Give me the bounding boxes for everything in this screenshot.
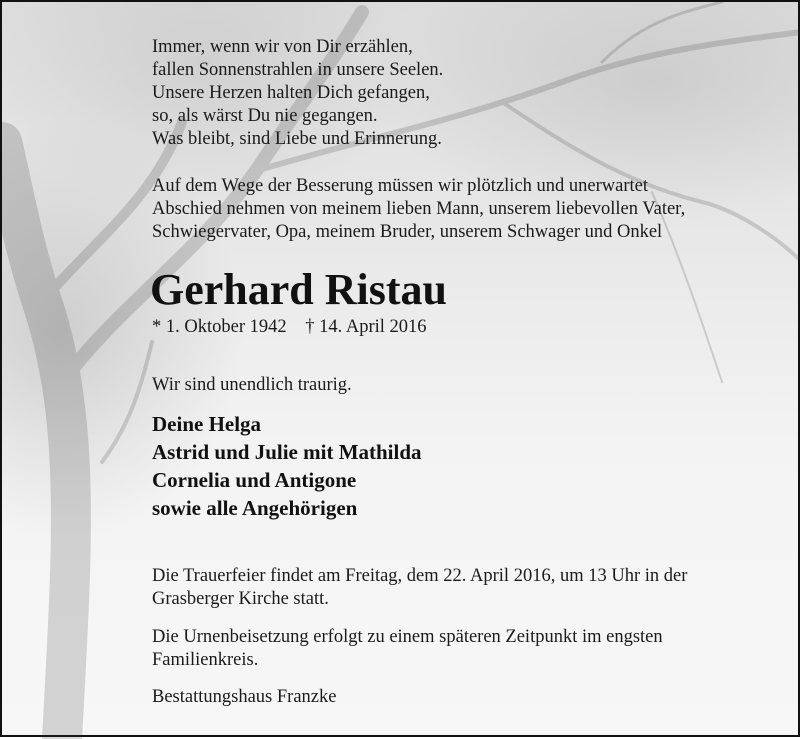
mourner: Astrid und Julie mit Mathilda <box>152 440 422 464</box>
life-dates <box>152 316 441 339</box>
poem-line: Was bleibt, sind Liebe und Erinnerung. <box>152 129 442 149</box>
intro-line: Abschied nehmen von meinem lieben Mann, unserem liebevollen Vater, <box>152 199 686 219</box>
poem-line: Unsere Herzen halten Dich gefangen, <box>152 83 430 103</box>
mourner: Deine Helga <box>152 412 262 436</box>
sadness-line: Wir sind unendlich traurig. <box>152 375 352 395</box>
mourner: Cornelia und Antigone <box>152 468 357 492</box>
mourners-list <box>152 410 422 522</box>
mourner: sowie alle Angehörigen <box>152 496 358 520</box>
undertaker: Bestattungshaus Franzke <box>152 687 337 707</box>
deceased-name: Gerhard Ristau <box>150 265 447 314</box>
urn-line: Die Urnenbeisetzung erfolgt zu einem späteren Zeitpunkt im engsten <box>152 627 663 647</box>
intro-line: Auf dem Wege der Besserung müssen wir plötzlich und unerwartet <box>152 176 648 196</box>
poem <box>152 36 443 151</box>
intro-line: Schwiegervater, Opa, meinem Bruder, unserem Schwager und Onkel <box>152 222 663 242</box>
urn-line: Familienkreis. <box>152 650 259 670</box>
intro-paragraph <box>152 175 685 244</box>
poem-line: fallen Sonnenstrahlen in unsere Seelen. <box>152 60 444 80</box>
funeral-line: Grasberger Kirche statt. <box>152 589 329 609</box>
funeral-line: Die Trauerfeier findet am Freitag, dem 22. April 2016, um 13 Uhr in der <box>152 566 688 586</box>
poem-line: so, als wärst Du nie gegangen. <box>152 106 378 126</box>
death-date: † 14. April 2016 <box>305 317 427 337</box>
urn-info <box>152 626 663 672</box>
poem-line: Immer, wenn wir von Dir erzählen, <box>152 37 413 57</box>
funeral-info <box>152 565 687 611</box>
birth-date: * 1. Oktober 1942 <box>152 317 287 337</box>
